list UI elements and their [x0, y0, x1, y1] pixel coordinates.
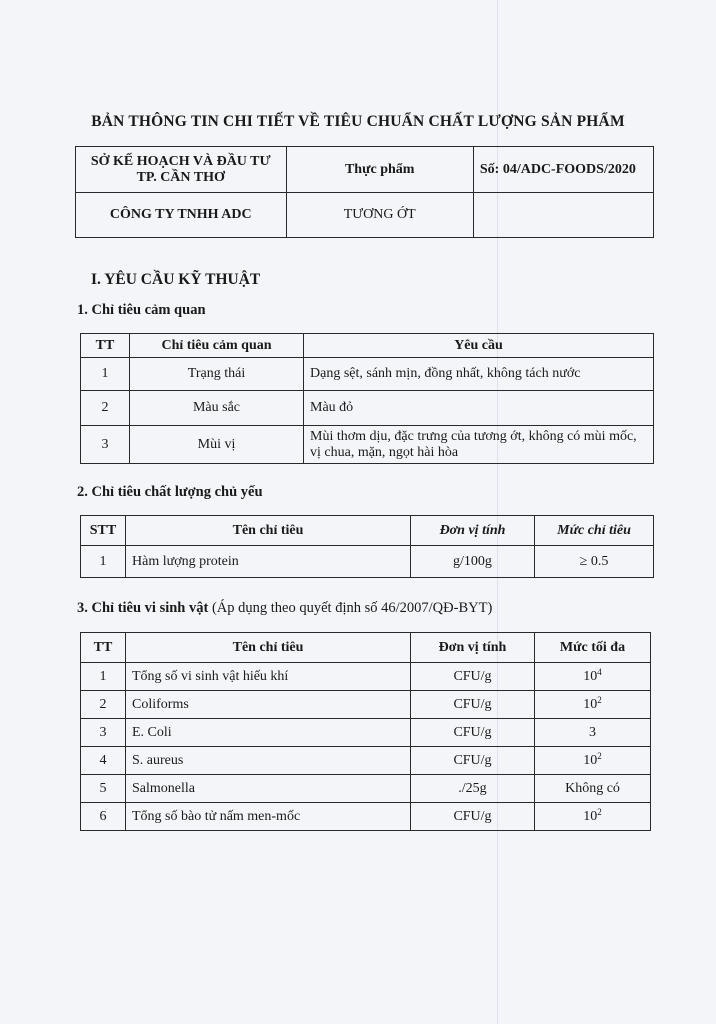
col-header: Đơn vị tính [411, 633, 535, 663]
max-level: $10^2$ [535, 803, 651, 831]
micro-heading-note: (Áp dụng theo quyết định số 46/2007/QĐ-BYT) [211, 600, 493, 616]
table-row [81, 691, 651, 719]
quality-heading: 2. Chỉ tiêu chất lượng chủ yếu [77, 484, 263, 500]
unit: CFU/g [411, 747, 535, 775]
col-header: Đơn vị tính [411, 516, 535, 546]
row-number: 1 [81, 663, 126, 691]
col-header: Mức tối đa [535, 633, 651, 663]
category-cell: Thực phẩm [286, 147, 473, 193]
microbiology-table [80, 632, 651, 831]
unit: CFU/g [411, 719, 535, 747]
product-cell: TƯƠNG ỚT [286, 193, 473, 238]
criterion-name: Hàm lượng protein [126, 546, 411, 578]
table-row [81, 803, 651, 831]
company-cell: CÔNG TY TNHH ADC [76, 193, 287, 238]
row-number: 1 [81, 358, 130, 391]
row-number: 5 [81, 775, 126, 803]
criterion-name: Màu sắc [130, 391, 304, 426]
unit: g/100g [411, 546, 535, 578]
col-header: Tên chỉ tiêu [126, 516, 411, 546]
table-header-row [81, 334, 654, 358]
col-header: Yêu cầu [304, 334, 654, 358]
criterion-name: Salmonella [126, 775, 411, 803]
org-line-1: SỞ KẾ HOẠCH VÀ ĐẦU TƯ [90, 153, 271, 169]
max-level: $10^2$ [535, 691, 651, 719]
table-header-row [81, 633, 651, 663]
table-row [81, 546, 654, 578]
max-level: $10^2$ [535, 747, 651, 775]
row-number: 2 [81, 691, 126, 719]
row-number: 1 [81, 546, 126, 578]
unit: CFU/g [411, 663, 535, 691]
unit: CFU/g [411, 803, 535, 831]
max-level: Không có [535, 775, 651, 803]
doc-number-cell: Số: 04/ADC-FOODS/2020 [473, 147, 653, 193]
table-header-row [81, 516, 654, 546]
row-number: 3 [81, 426, 130, 464]
criterion-name: Tổng số vi sinh vật hiếu khí [126, 663, 411, 691]
row-number: 3 [81, 719, 126, 747]
requirement: Màu đỏ [304, 391, 654, 426]
criterion-name: Coliforms [126, 691, 411, 719]
table-row [81, 391, 654, 426]
unit: ./25g [411, 775, 535, 803]
table-row [81, 663, 651, 691]
quality-table [80, 515, 654, 578]
table-row [81, 426, 654, 464]
row-number: 6 [81, 803, 126, 831]
level: ≥ 0.5 [535, 546, 654, 578]
section-1-title: I. YÊU CẦU KỸ THUẬT [91, 271, 261, 288]
max-level: $10^4$ [535, 663, 651, 691]
table-row [81, 747, 651, 775]
criterion-name: Tổng số bào tử nấm men-mốc [126, 803, 411, 831]
criterion-name: Trạng thái [130, 358, 304, 391]
micro-heading-title: 3. Chỉ tiêu vi sinh vật [77, 600, 209, 616]
org-line-2: TP. CẦN THƠ [136, 169, 225, 185]
unit: CFU/g [411, 691, 535, 719]
row-number: 4 [81, 747, 126, 775]
table-row [81, 719, 651, 747]
header-table [75, 146, 654, 238]
red-stamp-fragment [694, 280, 716, 410]
col-header: TT [81, 334, 130, 358]
row-number: 2 [81, 391, 130, 426]
table-row [81, 775, 651, 803]
criterion-name: E. Coli [126, 719, 411, 747]
table-row [81, 358, 654, 391]
col-header: TT [81, 633, 126, 663]
col-header: Chỉ tiêu cảm quan [130, 334, 304, 358]
sensory-table [80, 333, 654, 464]
requirement: Dạng sệt, sánh mịn, đồng nhất, không tách nước [304, 358, 654, 391]
col-header: Tên chỉ tiêu [126, 633, 411, 663]
col-header: Mức chỉ tiêu [535, 516, 654, 546]
requirement: Mùi thơm dịu, đặc trưng của tương ớt, không có mùi mốc, vị chua, mặn, ngọt hài hòa [304, 426, 654, 464]
org-cell [76, 147, 287, 193]
empty-cell [473, 193, 653, 238]
document-title: BẢN THÔNG TIN CHI TIẾT VỀ TIÊU CHUẨN CHẤT LƯỢNG SẢN PHẨM [91, 113, 625, 130]
criterion-name: Mùi vị [130, 426, 304, 464]
sensory-heading: 1. Chỉ tiêu cảm quan [77, 302, 206, 318]
col-header: STT [81, 516, 126, 546]
micro-heading [77, 600, 492, 617]
max-level: 3 [535, 719, 651, 747]
criterion-name: S. aureus [126, 747, 411, 775]
